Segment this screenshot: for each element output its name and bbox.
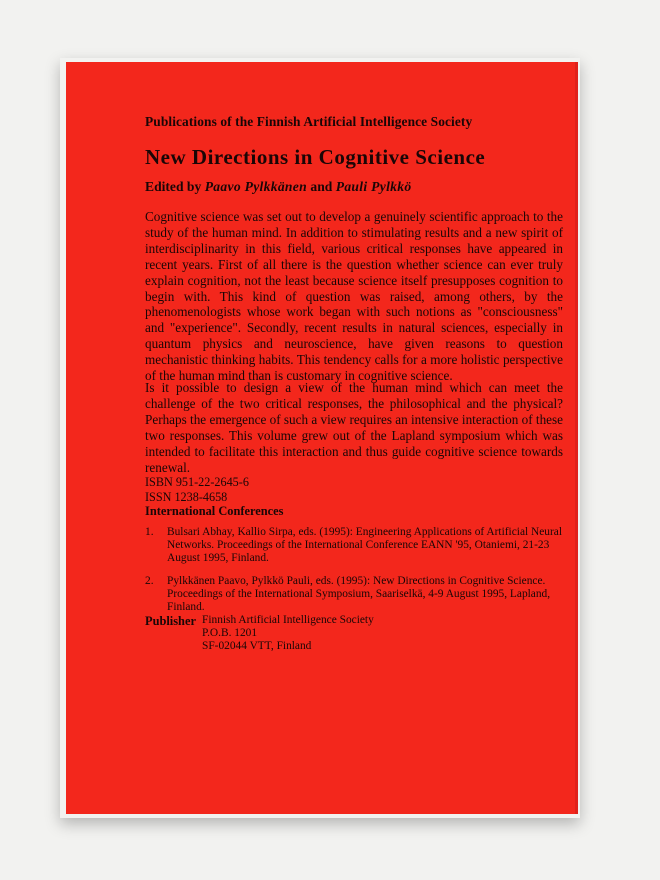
conference-item xyxy=(145,575,575,613)
description-paragraph-1: Cognitive science was set out to develop a genuinely scientific approach to the study of the human mind. In addition to stimulating results and a new spirit of interdisciplinarity in this field, various critical responses have appeared in recent years. First of all there is the question whether science can ever truly explain cognition, not the least because science itself presupposes cognition to begin with. This kind of question was raised, among others, by the phenomenologists whose work began with such notions as "consciousness" and "experience". Secondly, recent results in natural sciences, especially in quantum physics and neuroscience, have given reasons to question mechanistic thinking habits. This tendency calls for a more holistic perspective of the human mind than is customary in cognitive science. xyxy=(145,209,563,384)
publisher-address xyxy=(202,614,374,652)
series-title: Publications of the Finnish Artificial Intelligence Society xyxy=(145,114,473,129)
publisher-line: Finnish Artificial Intelligence Society xyxy=(202,614,374,626)
description-paragraph-2: Is it possible to design a view of the human mind which can meet the challenge of the two critical responses, the philosophical and the physical? Perhaps the emergence of such a view requires an intensive interaction of these two responses. This volume grew out of the Lapland symposium which was intended to facilitate this interaction and thus guide cognitive science towards renewal. xyxy=(145,380,563,475)
publisher-label: Publisher xyxy=(145,614,196,628)
editor-1: Paavo Pylkkänen xyxy=(204,179,307,194)
conference-text: Pylkkänen Paavo, Pylkkö Pauli, eds. (1995): New Directions in Cognitive Science. Proceedings of the International Symposium, Saariselkä, 4-9 August 1995, Lapland, Finland. xyxy=(167,575,551,613)
editors-prefix: Edited by xyxy=(145,179,202,194)
isbn: ISBN 951-22-2645-6 xyxy=(145,475,249,489)
publisher-line: P.O.B. 1201 xyxy=(202,626,258,639)
conference-number: 2. xyxy=(145,575,154,588)
book-title: New Directions in Cognitive Science xyxy=(145,145,486,169)
editor-2: Pauli Pylkkö xyxy=(335,179,412,194)
conference-item xyxy=(145,526,575,564)
issn: ISSN 1238-4658 xyxy=(145,489,228,504)
editors-line xyxy=(145,179,411,195)
editors-joiner: and xyxy=(310,179,333,194)
identifiers xyxy=(145,475,249,504)
conference-number: 1. xyxy=(145,526,154,538)
conferences-heading: International Conferences xyxy=(145,504,284,518)
conferences-list xyxy=(145,526,575,625)
book-back-cover xyxy=(66,62,578,814)
conference-text: Bulsari Abhay, Kallio Sirpa, eds. (1995): Engineering Applications of Artificial Neural Networks. Proceedings of the International Conference EANN '95, Otaniemi, 21-23 August 1995, Finland. xyxy=(167,526,562,564)
publisher-line: SF-02044 VTT, Finland xyxy=(202,639,312,652)
